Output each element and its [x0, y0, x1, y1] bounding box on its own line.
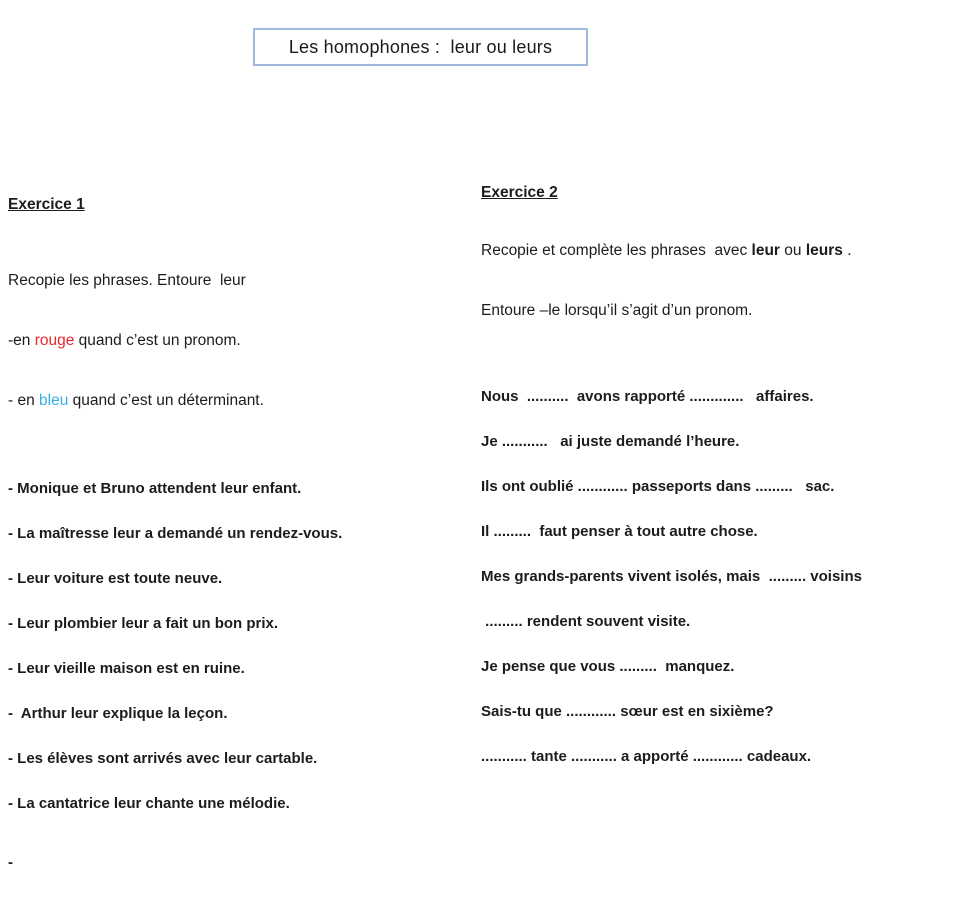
ex2-intro1-mid: ou	[779, 242, 806, 259]
exercise1-intro-line3	[8, 389, 473, 413]
exercise1-sentence: - La maîtresse leur a demandé un rendez-vous.	[8, 525, 343, 542]
exercise2-section	[481, 148, 953, 827]
exercise2-sentence: Je ........... ai juste demandé l’heure.	[481, 433, 740, 450]
exercise1-intro-line1: Recopie les phrases. Entoure leur	[8, 272, 246, 289]
exercise2-heading: Exercice 2	[481, 184, 558, 201]
exercise1-sentence: - Leur vieille maison est en ruine.	[8, 660, 245, 677]
exercise2-intro-line2: Entoure –le lorsqu’il s’agit d’un pronom.	[481, 302, 753, 319]
worksheet-title: Les homophones : leur ou leurs	[288, 36, 553, 57]
exercise2-sentence: Mes grands-parents vivent isolés, mais ......... voisins	[481, 568, 862, 585]
ex2-intro1-prefix: Recopie et complète les phrases avec	[481, 242, 752, 259]
exercise1-sentence: - Arthur leur explique la leçon.	[8, 705, 228, 722]
exercise1-trailing-dash: -	[8, 854, 13, 871]
exercise2-sentence: Nous .......... avons rapporté ............. affaires.	[481, 388, 814, 405]
word-rouge: rouge	[34, 332, 75, 349]
exercise1-sentence: - Leur voiture est toute neuve.	[8, 570, 223, 587]
exercise1-sentence: - Monique et Bruno attendent leur enfant.	[8, 480, 302, 497]
exercise1-sentence: - Les élèves sont arrivés avec leur cartable.	[8, 750, 318, 767]
word-leurs-bold: leurs	[805, 242, 843, 259]
exercise2-sentence: Il ......... faut penser à tout autre chose.	[481, 523, 758, 540]
word-bleu: bleu	[39, 392, 69, 409]
exercise2-intro-line1	[481, 239, 953, 263]
exercise2-sentence-list	[481, 386, 953, 767]
exercise1-sentence: - La cantatrice leur chante une mélodie.	[8, 795, 290, 812]
exercise2-sentence: Ils ont oublié ............ passeports dans ......... sac.	[481, 478, 835, 495]
exercise1-sentence: - Leur plombier leur a fait un bon prix.	[8, 615, 279, 632]
exercise2-sentence: Sais-tu que ............ sœur est en sixième?	[481, 703, 774, 720]
intro2-suffix: quand c’est un pronom.	[74, 332, 241, 349]
exercise2-sentence: ........... tante ........... a apporté ............ cadeaux.	[481, 748, 812, 765]
ex2-intro1-suffix: .	[842, 242, 852, 259]
exercise1-intro-line2	[8, 329, 473, 353]
intro3-prefix: - en	[8, 392, 40, 409]
exercise1-sentence-list	[8, 478, 473, 814]
exercise2-sentence: ......... rendent souvent visite.	[481, 613, 691, 630]
word-leur-bold: leur	[751, 242, 780, 259]
exercise1-section	[8, 160, 473, 909]
intro2-prefix: -en	[8, 332, 35, 349]
exercise2-sentence: Je pense que vous ......... manquez.	[481, 658, 735, 675]
worksheet-title-box	[253, 28, 588, 66]
intro3-suffix: quand c’est un déterminant.	[68, 392, 264, 409]
exercise1-heading: Exercice 1	[8, 196, 85, 213]
